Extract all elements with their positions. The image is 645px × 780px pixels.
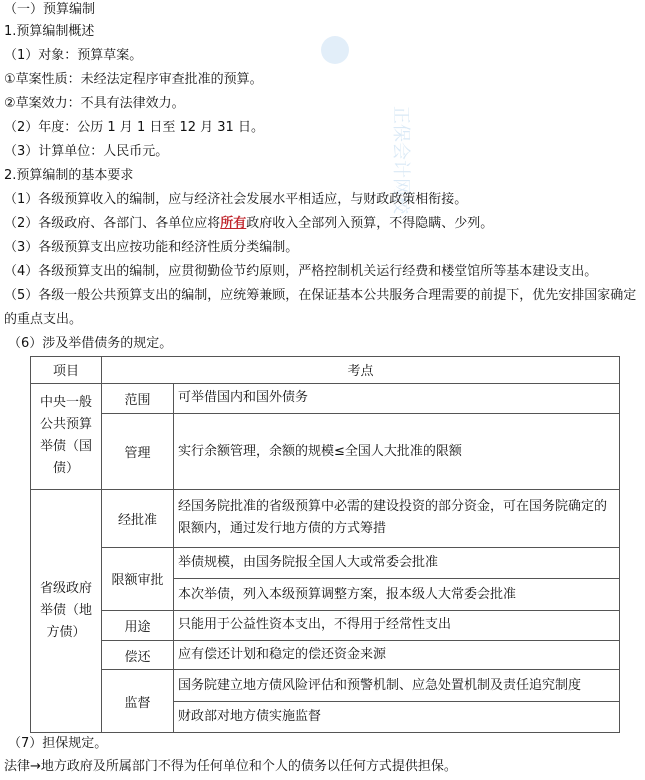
requirement-5: （5）各级一般公共预算支出的编制，应统筹兼顾，在保证基本公共服务合理需要的前提下，优先安排国家确定的重点支出。 <box>4 288 637 327</box>
debt-rules-table <box>30 356 620 733</box>
limit-approval-text-2: 本次举债，列入本级预算调整方案，报本级人大常委会批准 <box>174 579 620 611</box>
overview-object: （1）对象：预算草案。 <box>4 48 143 63</box>
central-scope-text: 可举借国内和国外债务 <box>174 383 620 414</box>
repay-label: 偿还 <box>102 640 174 670</box>
central-management-label: 管理 <box>102 414 174 490</box>
requirement-4: （4）各级预算支出的编制，应贯彻勤俭节约原则，严格控制机关运行经费和楼堂馆所等基本建设支出。 <box>4 264 598 279</box>
table-row <box>31 670 620 702</box>
requirement-2 <box>4 214 493 234</box>
table-row <box>31 611 620 641</box>
currency-unit: （3）计算单位：人民币元。 <box>4 144 169 159</box>
table-row <box>31 547 620 579</box>
header-point: 考点 <box>102 357 620 384</box>
provincial-debt-label: 省级政府举债（地方债） <box>31 490 102 733</box>
table-header-row <box>31 357 620 384</box>
central-debt-label: 中央一般公共预算举债（国债） <box>31 383 102 490</box>
watermark-text: 正保会计网校 <box>390 106 411 214</box>
requirement-2-after: 政府收入全部列入预算，不得隐瞒、少列。 <box>246 216 494 231</box>
fiscal-year: （2）年度：公历 1 月 1 日至 12 月 31 日。 <box>4 120 264 135</box>
requirement-1: （1）各级预算收入的编制，应与经济社会发展水平相适应，与财政政策相衔接。 <box>4 192 468 207</box>
central-scope-label: 范围 <box>102 383 174 414</box>
approval-label: 经批准 <box>102 490 174 547</box>
requirement-6: （6）涉及举借债务的规定。 <box>8 336 173 351</box>
guarantee-law: 法律→地方政府及所属部门不得为任何单位和个人的债务以任何方式提供担保。 <box>4 759 457 774</box>
supervise-label: 监督 <box>102 670 174 733</box>
repay-text: 应有偿还计划和稳定的偿还资金来源 <box>174 640 620 670</box>
supervise-text-2: 财政部对地方债实施监督 <box>174 702 620 733</box>
limit-approval-label: 限额审批 <box>102 547 174 611</box>
table-row <box>31 383 620 414</box>
table-row <box>31 414 620 490</box>
heading-overview: 1.预算编制概述 <box>4 24 95 39</box>
central-management-text: 实行余额管理，余额的规模≤全国人大批准的限额 <box>174 414 620 490</box>
table-row <box>31 640 620 670</box>
usage-label: 用途 <box>102 611 174 641</box>
table-row <box>31 490 620 547</box>
requirement-3: （3）各级预算支出应按功能和经济性质分类编制。 <box>4 240 299 255</box>
requirement-2-highlight: 所有 <box>220 216 247 231</box>
heading-requirements: 2.预算编制的基本要求 <box>4 168 134 183</box>
usage-text: 只能用于公益性资本支出，不得用于经常性支出 <box>174 611 620 641</box>
supervise-text-1: 国务院建立地方债风险评估和预警机制、应急处置机制及责任追究制度 <box>174 670 620 702</box>
draft-effect: ②草案效力：不具有法律效力。 <box>4 96 185 111</box>
draft-nature: ①草案性质：未经法定程序审查批准的预算。 <box>4 72 263 87</box>
requirement-7: （7）担保规定。 <box>8 736 108 751</box>
section-title: （一）预算编制 <box>4 2 96 17</box>
limit-approval-text-1: 举债规模，由国务院报全国人大或常委会批准 <box>174 547 620 579</box>
approval-text: 经国务院批准的省级预算中必需的建设投资的部分资金，可在国务院确定的限额内，通过发行地方债的方式筹措 <box>174 490 620 547</box>
header-item: 项目 <box>31 357 102 384</box>
requirement-2-before: （2）各级政府、各部门、各单位应将 <box>4 216 221 231</box>
